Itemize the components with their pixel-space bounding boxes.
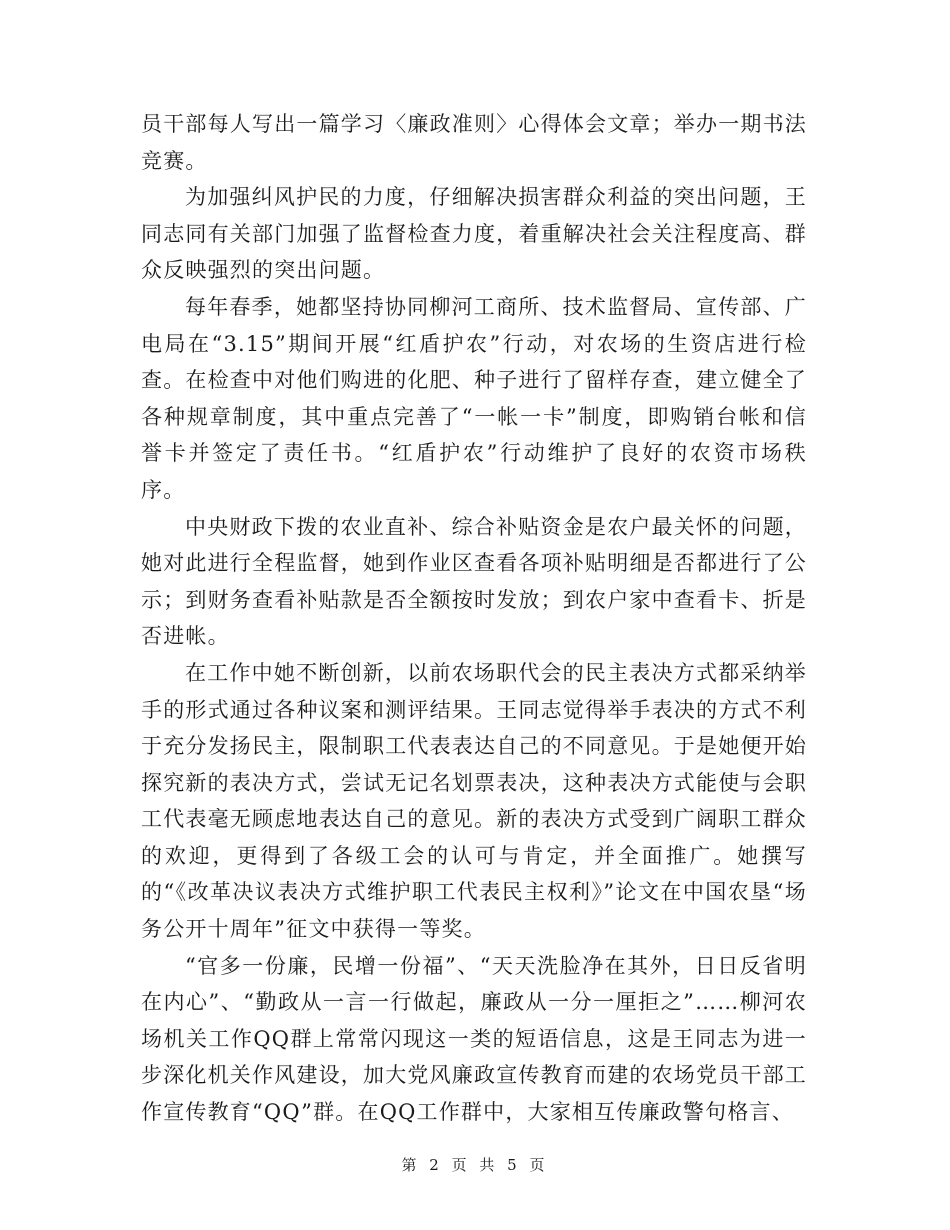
paragraph-5: 在工作中她不断创新，以前农场职代会的民主表决方式都采纳举手的形式通过各种议案和测评结果。王同志觉得举手表决的方式不利于充分发扬民主，限制职工代表表达自己的不同意见。于是她便开始探究新的表决方式，尝试无记名划票表决，这种表决方式能使与会职工代表毫无顾虑地表达自己的意见。新的表决方式受到广阔职工群众的欢迎，更得到了各级工会的认可与肯定，并全面推广。她撰写的“《改革决议表决方式维护职工代表民主权利》”论文在中国农垦“场务公开十周年”征文中获得一等奖。 bbox=[141, 660, 807, 942]
paragraph-1: 员干部每人写出一篇学习〈廉政准则〉心得体会文章；举办一期书法竞赛。 bbox=[141, 112, 807, 173]
paragraph-6: “官多一份廉，民增一份福”、“天天洗脸净在其外，日日反省明在内心”、“勤政从一言一行做起，廉政从一分一厘拒之”……柳河农场机关工作QQ群上常常闪现这一类的短语信息，这是王同志为进一步深化机关作风建设，加大党风廉政宣传教育而建的农场党员干部工作宣传教育“QQ”群。在QQ工作群中，大家相互传廉政警句格言、 bbox=[141, 953, 807, 1125]
document-body bbox=[141, 106, 807, 1131]
paragraph-3: 每年春季，她都坚持协同柳河工商所、技术监督局、宣传部、广电局在“3.15”期间开展“红盾护农”行动，对农场的生资店进行检查。在检查中对他们购进的化肥、种子进行了留样存查，建立健全了各种规章制度，其中重点完善了“一帐一卡”制度，即购销台帐和信誉卡并签定了责任书。“红盾护农”行动维护了良好的农资市场秩序。 bbox=[141, 294, 807, 502]
paragraph-4: 中央财政下拨的农业直补、综合补贴资金是农户最关怀的问题，她对此进行全程监督，她到作业区查看各项补贴明细是否都进行了公示；到财务查看补贴款是否全额按时发放；到农户家中查看卡、折是否进帐。 bbox=[141, 514, 807, 649]
page-number-footer: 第 2 页 共 5 页 bbox=[401, 1156, 549, 1174]
paragraph-2: 为加强纠风护民的力度，仔细解决损害群众利益的突出问题，王同志同有关部门加强了监督检查力度，着重解决社会关注程度高、群众反映强烈的突出问题。 bbox=[141, 185, 807, 283]
